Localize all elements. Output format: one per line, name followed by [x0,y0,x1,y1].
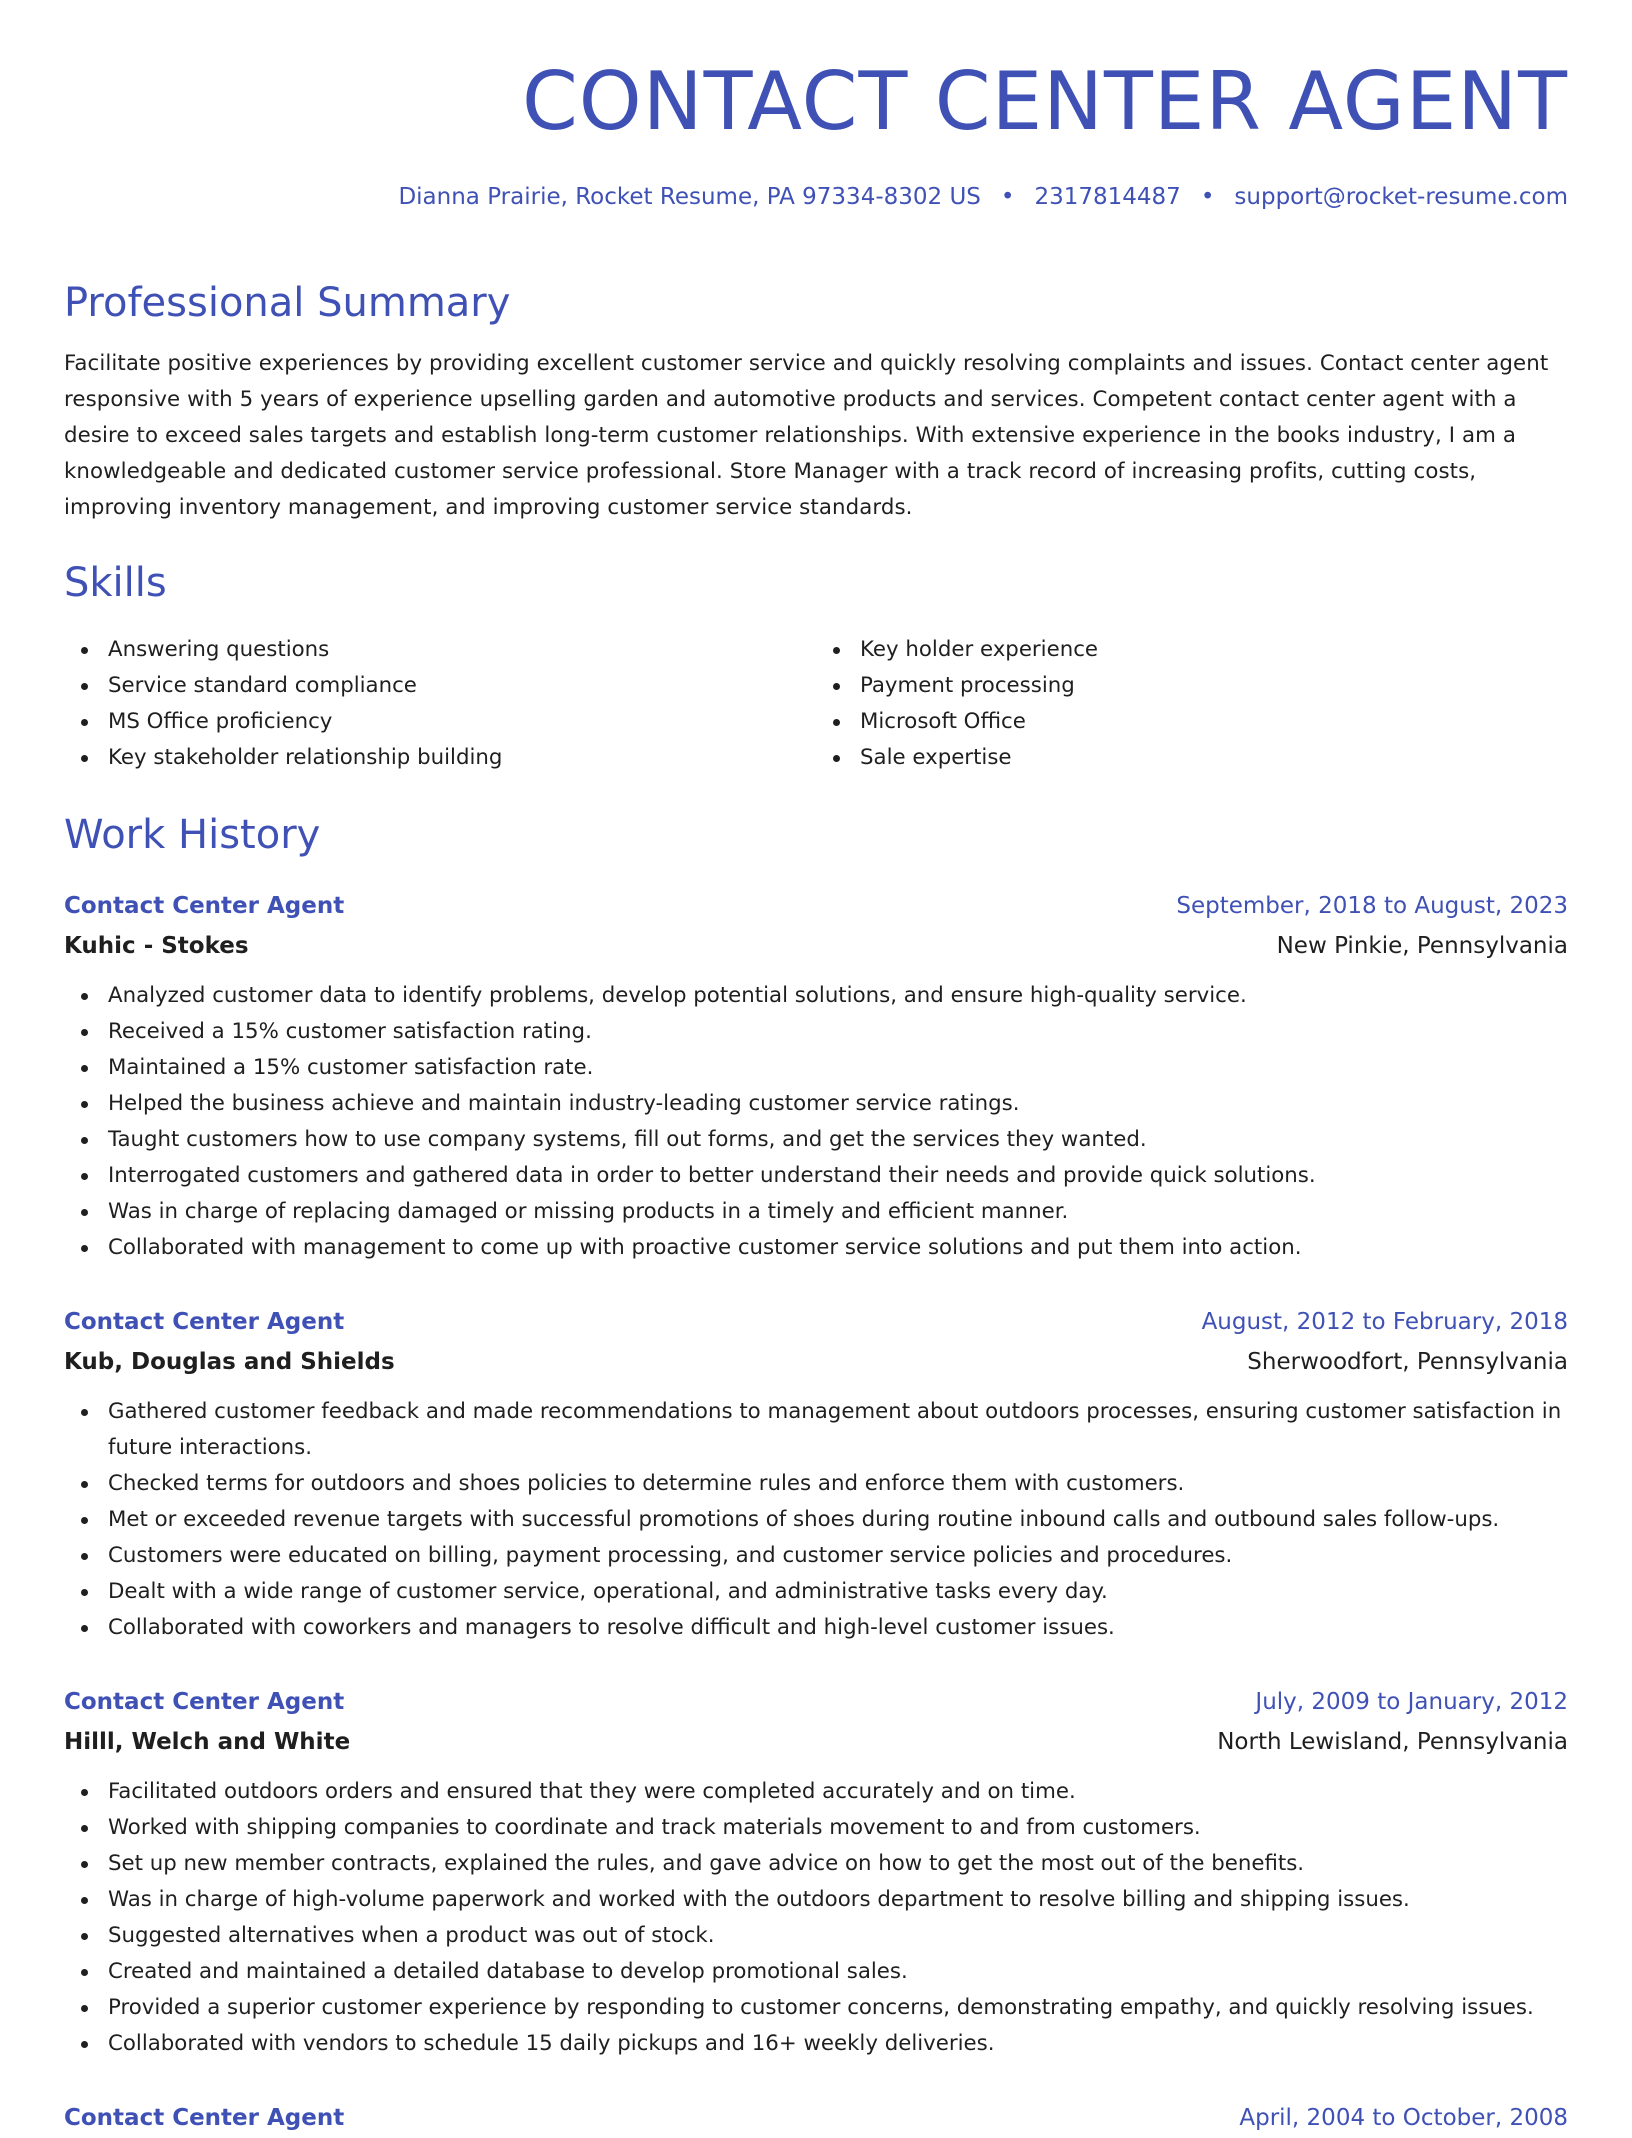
job-entry [64,2098,1568,2138]
job-location: New Pinkie, Pennsylvania [1276,933,1568,959]
job-bullet: Collaborated with management to come up with proactive customer service solutions and put them into action. [108,1230,1568,1266]
skill-item: MS Office proficiency [108,704,816,740]
job-dates: September, 2018 to August, 2023 [1176,893,1568,919]
skill-item: Answering questions [108,632,816,668]
job-company-row [64,1722,1568,1762]
work-history-heading: Work History [64,812,321,858]
job-company-row [64,926,1568,966]
job-location: North Lewisland, Pennsylvania [1217,1729,1568,1755]
skills-column-left [64,632,816,776]
contact-address: Dianna Prairie, Rocket Resume, PA 97334-8302 US [398,184,981,210]
job-company: Hilll, Welch and White [64,1729,351,1755]
job-dates: April, 2004 to October, 2008 [1239,2105,1568,2131]
job-title: Contact Center Agent [64,2105,345,2131]
job-bullet: Taught customers how to use company systems, fill out forms, and get the services they wanted. [108,1122,1568,1158]
resume-title: CONTACT CENTER AGENT [521,55,1568,148]
skills-column-right [816,632,1568,776]
job-entry [64,1302,1568,1646]
job-bullet: Received a 15% customer satisfaction rating. [108,1014,1568,1050]
summary-heading: Professional Summary [64,280,511,326]
contact-separator: • [1000,184,1015,210]
contact-separator: • [1200,184,1215,210]
contact-line [64,180,1568,214]
job-bullet: Helped the business achieve and maintain industry-leading customer service ratings. [108,1086,1568,1122]
job-bullet: Set up new member contracts, explained the rules, and gave advice on how to get the most out of the benefits. [108,1846,1568,1882]
job-bullet: Interrogated customers and gathered data in order to better understand their needs and provide quick solutions. [108,1158,1568,1194]
job-bullet: Facilitated outdoors orders and ensured that they were completed accurately and on time. [108,1774,1568,1810]
job-dates: July, 2009 to January, 2012 [1255,1689,1568,1715]
summary-text: Facilitate positive experiences by providing excellent customer service and quickly resolving complaints and issues. Contact center agent responsive with 5 years of experience upselling garden and automotive products and services. Competent contact center agent with a desire to exceed sales targets and establish long-term customer relationships. With extensive experience in the books industry, I am a knowledgeable and dedicated customer service professional. Store Manager with a track record of increasing profits, cutting costs, improving inventory management, and improving customer service standards. [64,351,1549,520]
job-title: Contact Center Agent [64,893,345,919]
skill-item: Key stakeholder relationship building [108,740,816,776]
job-title-row [64,886,1568,926]
job-bullets [64,1394,1568,1646]
job-bullet: Analyzed customer data to identify problems, develop potential solutions, and ensure high-quality service. [108,978,1568,1014]
resume-header [64,56,1568,214]
job-bullet: Dealt with a wide range of customer service, operational, and administrative tasks every day. [108,1574,1568,1610]
job-bullet: Checked terms for outdoors and shoes policies to determine rules and enforce them with customers. [108,1466,1568,1502]
job-entry [64,886,1568,1266]
job-bullet: Collaborated with vendors to schedule 15 daily pickups and 16+ weekly deliveries. [108,2026,1568,2062]
job-bullet: Maintained a 15% customer satisfaction rate. [108,1050,1568,1086]
job-bullets [64,978,1568,1266]
skill-item: Service standard compliance [108,668,816,704]
skill-item: Microsoft Office [860,704,1568,740]
contact-email[interactable]: support@rocket-resume.com [1234,184,1568,210]
job-bullet: Customers were educated on billing, payment processing, and customer service policies and procedures. [108,1538,1568,1574]
job-title: Contact Center Agent [64,1689,345,1715]
skills-heading: Skills [64,560,167,606]
job-title: Contact Center Agent [64,1309,345,1335]
job-title-row [64,2098,1568,2138]
work-history-list [64,886,1568,2138]
job-bullets [64,1774,1568,2062]
job-title-row [64,1302,1568,1342]
job-bullet: Was in charge of replacing damaged or missing products in a timely and efficient manner. [108,1194,1568,1230]
resume-page [64,0,1568,2138]
skill-item: Sale expertise [860,740,1568,776]
contact-phone: 2317814487 [1034,184,1181,210]
skills-grid [64,632,1568,776]
job-bullet: Worked with shipping companies to coordinate and track materials movement to and from customers. [108,1810,1568,1846]
job-company: Kub, Douglas and Shields [64,1349,395,1375]
job-bullet: Provided a superior customer experience by responding to customer concerns, demonstrating empathy, and quickly resolving issues. [108,1990,1568,2026]
job-company-row [64,1342,1568,1382]
job-bullet: Gathered customer feedback and made recommendations to management about outdoors processes, ensuring customer satisfaction in future interactions. [108,1394,1568,1466]
job-title-row [64,1682,1568,1722]
job-bullet: Created and maintained a detailed database to develop promotional sales. [108,1954,1568,1990]
job-bullet: Collaborated with coworkers and managers to resolve difficult and high-level customer issues. [108,1610,1568,1646]
skill-item: Key holder experience [860,632,1568,668]
job-entry [64,1682,1568,2062]
job-location: Sherwoodfort, Pennsylvania [1247,1349,1568,1375]
job-bullet: Met or exceeded revenue targets with successful promotions of shoes during routine inbound calls and outbound sales follow-ups. [108,1502,1568,1538]
job-dates: August, 2012 to February, 2018 [1201,1309,1568,1335]
job-bullet: Suggested alternatives when a product was out of stock. [108,1918,1568,1954]
job-bullet: Was in charge of high-volume paperwork and worked with the outdoors department to resolve billing and shipping issues. [108,1882,1568,1918]
skill-item: Payment processing [860,668,1568,704]
job-company: Kuhic - Stokes [64,933,249,959]
